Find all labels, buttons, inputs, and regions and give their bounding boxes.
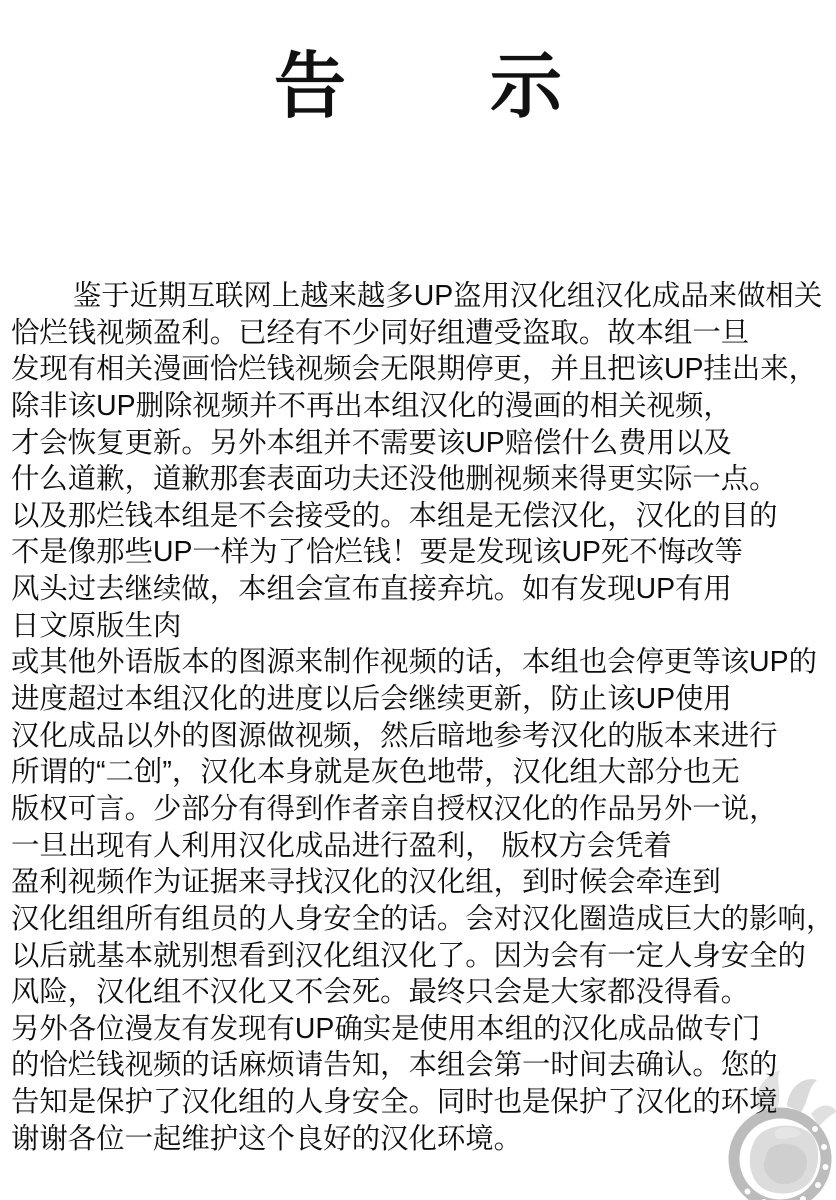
notice-line: 风头过去继续做，本组会宣布直接弃坑。如有发现UP有用 <box>11 573 732 606</box>
notice-line: 日文原版生肉 <box>11 609 182 642</box>
notice-line: 或其他外语版本的图源来制作视频的话，本组也会停更等该UP的 <box>11 646 817 679</box>
notice-line: 除非该UP删除视频并不再出本组汉化的漫画的相关视频， <box>11 389 732 422</box>
notice-line: 盈利视频作为证据来寻找汉化的汉化组，到时候会牵连到 <box>11 866 721 899</box>
notice-line: 什么道歉，道歉那套表面功夫还没他删视频来得更实际一点。 <box>11 463 778 496</box>
notice-line: 不是像那些UP一样为了恰烂钱！要是发现该UP死不悔改等 <box>11 536 743 569</box>
notice-line: 谢谢各位一起维护这个良好的汉化环境。 <box>11 1122 523 1155</box>
notice-line: 才会恢复更新。另外本组并不需要该UP赔偿什么费用以及 <box>11 426 732 459</box>
notice-line: 的恰烂钱视频的话麻烦请告知，本组会第一时间去确认。您的 <box>11 1049 778 1082</box>
notice-line: 以及那烂钱本组是不会接受的。本组是无偿汉化，汉化的目的 <box>11 499 778 532</box>
notice-title: 告示 <box>273 47 706 127</box>
notice-line: 进度超过本组汉化的进度以后会继续更新，防止该UP使用 <box>11 683 732 716</box>
notice-line: 风险，汉化组不汉化又不会死。最终只会是大家都没得看。 <box>11 976 750 1009</box>
notice-line: 一旦出现有人利用汉化成品进行盈利， 版权方会凭着 <box>11 829 672 862</box>
notice-line: 鉴于近期互联网上越来越多UP盗用汉化组汉化成品来做相关 <box>73 280 823 312</box>
notice-line: 另外各位漫友有发现有UP确实是使用本组的汉化成品做专门 <box>11 1012 761 1045</box>
notice-line: 版权可言。少部分有得到作者亲自授权汉化的作品另外一说， <box>11 792 778 825</box>
notice-line: 汉化成品以外的图源做视频，然后暗地参考汉化的版本来进行 <box>11 719 778 752</box>
notice-line: 恰烂钱视频盈利。已经有不少同好组遭受盗取。故本组一旦 <box>11 316 750 349</box>
notice-line: 告知是保护了汉化组的人身安全。同时也是保护了汉化的环境 <box>11 1086 778 1119</box>
notice-body <box>11 278 835 1157</box>
notice-line: 汉化组组所有组员的人身安全的话。会对汉化圈造成巨大的影响， <box>11 902 835 935</box>
notice-line: 所谓的“二创”，汉化本身就是灰色地带，汉化组大部分也无 <box>11 756 740 789</box>
notice-line: 以后就基本就别想看到汉化组汉化了。因为会有一定人身安全的 <box>11 939 806 972</box>
notice-line: 发现有相关漫画恰烂钱视频会无限期停更，并且把该UP挂出来， <box>11 353 817 386</box>
